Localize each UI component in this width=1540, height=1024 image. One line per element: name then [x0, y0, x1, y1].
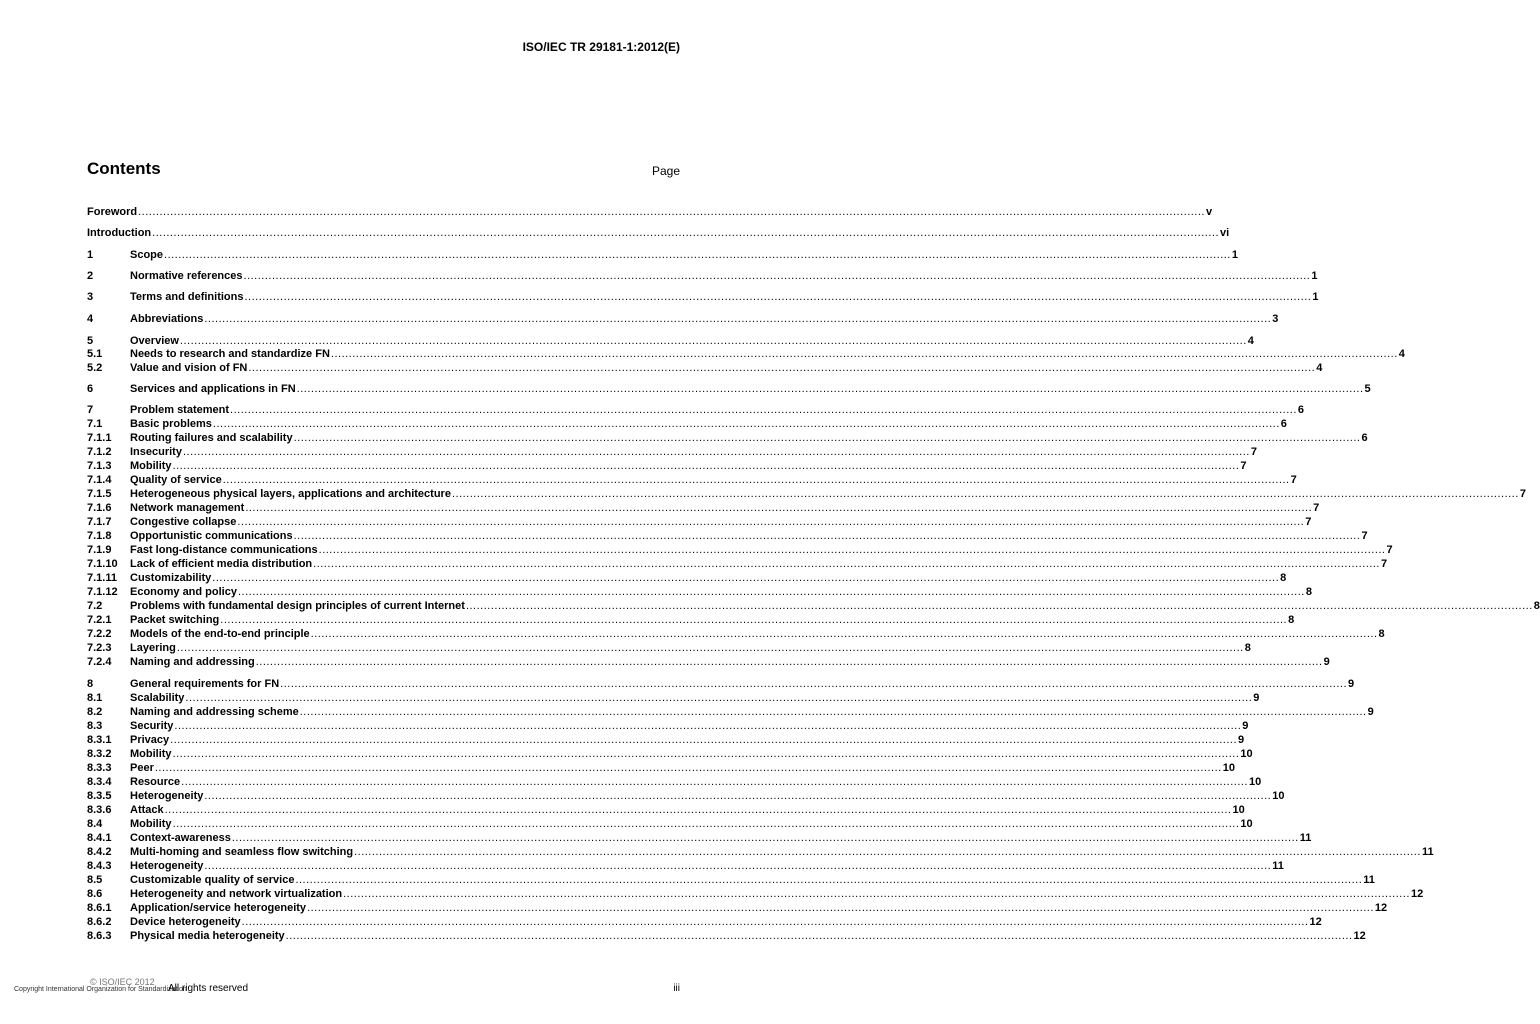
toc-entry-page: 10	[1272, 790, 1285, 802]
toc-entry-title: Naming and addressing	[130, 656, 255, 668]
toc-entry-title: Heterogeneity	[130, 860, 204, 872]
toc-entry-page: 1	[1311, 270, 1318, 282]
toc-entry-title: Introduction	[87, 227, 152, 239]
toc-entry-page: 8	[1280, 572, 1287, 584]
toc-dot-leader: ............................................................................................................................................................................................................................................................................................................	[293, 432, 1361, 444]
toc-entry[interactable]	[87, 501, 1320, 515]
toc-entry-page: 1	[1231, 249, 1238, 261]
toc-entry-page: 11	[1299, 832, 1312, 844]
toc-entry-page: 12	[1374, 902, 1388, 914]
toc-entry-page: 10	[1249, 776, 1262, 788]
toc-entry-number: 7.1.2	[87, 446, 112, 458]
toc-entry-number: 7.1.3	[87, 460, 112, 472]
toc-entry[interactable]	[87, 887, 1424, 901]
toc-dot-leader: ............................................................................................................................................................................................................................................................................................................	[170, 734, 1238, 746]
toc-dot-leader: ............................................................................................................................................................................................................................................................................................................	[293, 530, 1361, 542]
toc-entry-number: 7.1.11	[87, 572, 117, 584]
toc-entry-number: 7.1.10	[87, 558, 118, 570]
toc-dot-leader: ............................................................................................................................................................................................................................................................................................................	[343, 888, 1410, 900]
toc-entry-number: 7.1.6	[87, 502, 112, 514]
toc-entry-page: 8	[1244, 642, 1251, 654]
toc-entry-title: Device heterogeneity	[130, 916, 241, 928]
toc-dot-leader: ............................................................................................................................................................................................................................................................................................................	[164, 249, 1231, 261]
toc-entry-page: 12	[1353, 930, 1366, 942]
toc-entry[interactable]	[87, 859, 1284, 873]
toc-entry-title: Models of the end-to-end principle	[130, 628, 310, 640]
toc-entry[interactable]	[87, 873, 1375, 887]
page-title: Contents	[87, 159, 161, 178]
toc-entry-title: Customizability	[130, 572, 212, 584]
toc-entry[interactable]	[87, 655, 1330, 669]
toc-dot-leader: ............................................................................................................................................................................................................................................................................................................	[310, 628, 1378, 640]
toc-dot-leader: ............................................................................................................................................................................................................................................................................................................	[307, 902, 1374, 914]
footer-page-number: iii	[673, 983, 680, 994]
toc-entry[interactable]	[87, 312, 1279, 326]
toc-dot-leader: ............................................................................................................................................................................................................................................................................................................	[354, 846, 1421, 858]
toc-entry-page: 3	[1272, 313, 1279, 325]
toc-entry-number: 7.1	[87, 418, 103, 430]
toc-entry-page: 6	[1280, 418, 1287, 430]
toc-entry[interactable]	[87, 901, 1388, 915]
toc-entry-number: 2	[87, 270, 94, 282]
toc-entry-title: Mobility	[130, 748, 172, 760]
toc-entry-number: 1	[87, 249, 94, 261]
toc-entry-page: 12	[1410, 888, 1424, 900]
toc-entry-number: 7.2.3	[87, 642, 112, 654]
toc-entry[interactable]	[87, 789, 1285, 803]
toc-entry[interactable]	[87, 585, 1312, 599]
toc-entry-number: 8.4.2	[87, 846, 112, 858]
toc-dot-leader: ............................................................................................................................................................................................................................................................................................................	[296, 383, 1364, 395]
copyright-notice: Copyright International Organization for Standardization	[14, 986, 187, 993]
toc-entry-title: Fast long-distance communications	[130, 544, 318, 556]
toc-entry-title: Economy and policy	[130, 586, 237, 598]
toc-dot-leader: ............................................................................................................................................................................................................................................................................................................	[172, 818, 1240, 830]
toc-entry[interactable]	[87, 691, 1260, 705]
toc-entry[interactable]	[87, 205, 1213, 219]
toc-entry-page: 9	[1253, 692, 1260, 704]
toc-entry-title: Multi-homing and seamless flow switching	[130, 846, 354, 858]
toc-entry-title: Naming and addressing scheme	[130, 706, 299, 718]
toc-entry-page: 10	[1240, 818, 1253, 830]
toc-entry[interactable]	[87, 929, 1366, 943]
toc-dot-leader: ............................................................................................................................................................................................................................................................................................................	[465, 600, 1533, 612]
toc-entry[interactable]	[87, 347, 1405, 361]
toc-entry-title: Quality of service	[130, 474, 222, 486]
toc-dot-leader: ............................................................................................................................................................................................................................................................................................................	[313, 558, 1380, 570]
toc-entry[interactable]	[87, 226, 1230, 240]
toc-entry-number: 7.1.9	[87, 544, 112, 556]
toc-entry-title: Problem statement	[130, 404, 230, 416]
iso-copyright-mark: © ISO/IEC 2012	[90, 977, 155, 987]
toc-entry-number: 8.6.1	[87, 902, 112, 914]
toc-entry-page: 6	[1361, 432, 1368, 444]
toc-entry[interactable]	[87, 382, 1371, 396]
toc-entry[interactable]	[87, 599, 1540, 613]
toc-entry-number: 8.3.1	[87, 734, 112, 746]
toc-entry-title: Attack	[130, 804, 164, 816]
toc-entry-title: Basic problems	[130, 418, 212, 430]
toc-entry[interactable]	[87, 817, 1253, 831]
toc-dot-leader: ............................................................................................................................................................................................................................................................................................................	[172, 748, 1240, 760]
toc-entry-page: 9	[1348, 678, 1355, 690]
toc-dot-leader: ............................................................................................................................................................................................................................................................................................................	[182, 446, 1250, 458]
toc-entry-page: 8	[1305, 586, 1312, 598]
toc-entry-page: 5	[1364, 383, 1371, 395]
toc-entry-page: v	[1205, 206, 1213, 218]
toc-entry-title: Physical media heterogeneity	[130, 930, 285, 942]
toc-dot-leader: ............................................................................................................................................................................................................................................................................................................	[174, 720, 1242, 732]
toc-entry-page: 7	[1313, 502, 1320, 514]
toc-entry-title: Mobility	[130, 818, 172, 830]
toc-entry[interactable]	[87, 248, 1238, 262]
toc-entry-page: 4	[1398, 348, 1405, 360]
toc-dot-leader: ............................................................................................................................................................................................................................................................................................................	[230, 404, 1297, 416]
toc-entry-title: Packet switching	[130, 614, 220, 626]
toc-dot-leader: ............................................................................................................................................................................................................................................................................................................	[204, 790, 1272, 802]
toc-entry[interactable]	[87, 290, 1319, 304]
toc-entry-page: 9	[1367, 706, 1374, 718]
toc-dot-leader: ............................................................................................................................................................................................................................................................................................................	[237, 586, 1305, 598]
toc-entry-title: Services and applications in FN	[130, 383, 296, 395]
toc-entry-title: Privacy	[130, 734, 170, 746]
toc-dot-leader: ............................................................................................................................................................................................................................................................................................................	[204, 313, 1272, 325]
toc-entry-title: Peer	[130, 762, 154, 774]
toc-entry[interactable]	[87, 571, 1287, 585]
toc-entry[interactable]	[87, 487, 1526, 501]
toc-entry[interactable]	[87, 334, 1254, 348]
toc-entry-number: 8.4	[87, 818, 103, 830]
toc-dot-leader: ............................................................................................................................................................................................................................................................................................................	[299, 706, 1367, 718]
toc-entry[interactable]	[87, 775, 1262, 789]
toc-entry-page: 11	[1421, 846, 1434, 858]
toc-entry[interactable]	[87, 269, 1318, 283]
toc-entry-number: 8.5	[87, 874, 103, 886]
toc-entry-number: 8.6.3	[87, 930, 112, 942]
toc-entry-title: Insecurity	[130, 446, 182, 458]
toc-entry-number: 7.2.1	[87, 614, 112, 626]
toc-dot-leader: ............................................................................................................................................................................................................................................................................................................	[237, 516, 1305, 528]
toc-entry[interactable]	[87, 473, 1297, 487]
toc-entry[interactable]	[87, 613, 1295, 627]
toc-entry-number: 4	[87, 313, 94, 325]
toc-entry-number: 3	[87, 291, 94, 303]
toc-dot-leader: ............................................................................................................................................................................................................................................................................................................	[330, 348, 1398, 360]
toc-dot-leader: ............................................................................................................................................................................................................................................................................................................	[241, 916, 1309, 928]
toc-entry-title: Customizable quality of service	[130, 874, 295, 886]
toc-entry-title: Network management	[130, 502, 245, 514]
toc-entry-number: 7.1.5	[87, 488, 112, 500]
toc-entry-page: 10	[1222, 762, 1235, 774]
toc-entry-title: Security	[130, 720, 174, 732]
toc-dot-leader: ............................................................................................................................................................................................................................................................................................................	[181, 776, 1248, 788]
toc-entry-number: 5.2	[87, 362, 103, 374]
toc-entry-title: Application/service heterogeneity	[130, 902, 307, 914]
toc-dot-leader: ............................................................................................................................................................................................................................................................................................................	[280, 678, 1348, 690]
toc-entry-number: 8	[87, 678, 94, 690]
toc-entry[interactable]	[87, 515, 1312, 529]
toc-entry-title: Problems with fundamental design principles of current Internet	[130, 600, 465, 612]
toc-dot-leader: ............................................................................................................................................................................................................................................................................................................	[285, 930, 1353, 942]
toc-dot-leader: ............................................................................................................................................................................................................................................................................................................	[179, 335, 1247, 347]
toc-entry-number: 8.2	[87, 706, 103, 718]
toc-dot-leader: ............................................................................................................................................................................................................................................................................................................	[244, 291, 1312, 303]
toc-dot-leader: ............................................................................................................................................................................................................................................................................................................	[248, 362, 1316, 374]
toc-entry-page: 7	[1305, 516, 1312, 528]
toc-dot-leader: ............................................................................................................................................................................................................................................................................................................	[164, 804, 1232, 816]
toc-entry-title: Mobility	[130, 460, 172, 472]
toc-dot-leader: ............................................................................................................................................................................................................................................................................................................	[185, 692, 1253, 704]
toc-entry-title: Resource	[130, 776, 181, 788]
toc-entry-page: 9	[1238, 734, 1245, 746]
toc-entry-title: Normative references	[130, 270, 243, 282]
toc-entry-number: 7.1.12	[87, 586, 118, 598]
toc-dot-leader: ............................................................................................................................................................................................................................................................................................................	[243, 270, 1311, 282]
toc-entry-page: 11	[1272, 860, 1284, 872]
toc-entry[interactable]	[87, 733, 1245, 747]
toc-entry-page: vi	[1220, 227, 1230, 239]
toc-entry-page: 10	[1240, 748, 1253, 760]
toc-entry-title: Value and vision of FN	[130, 362, 248, 374]
toc-dot-leader: ............................................................................................................................................................................................................................................................................................................	[138, 206, 1205, 218]
toc-entry[interactable]	[87, 557, 1388, 571]
toc-entry-page: 7	[1519, 488, 1526, 500]
toc-entry-number: 7.2.2	[87, 628, 112, 640]
toc-entry[interactable]	[87, 641, 1251, 655]
toc-dot-leader: ............................................................................................................................................................................................................................................................................................................	[212, 418, 1280, 430]
toc-entry[interactable]	[87, 803, 1245, 817]
toc-entry[interactable]	[87, 915, 1322, 929]
toc-entry-title: Heterogeneous physical layers, applications and architecture	[130, 488, 451, 500]
toc-entry[interactable]	[87, 705, 1374, 719]
toc-entry-title: Overview	[130, 335, 179, 347]
toc-entry-page: 9	[1323, 656, 1330, 668]
toc-entry-number: 7.1.1	[87, 432, 112, 444]
toc-entry-number: 8.3.3	[87, 762, 112, 774]
toc-dot-leader: ............................................................................................................................................................................................................................................................................................................	[152, 227, 1220, 239]
toc-entry-title: Foreword	[87, 206, 138, 218]
toc-entry-page: 7	[1381, 558, 1388, 570]
toc-entry-title: Opportunistic communications	[130, 530, 293, 542]
toc-entry-title: Abbreviations	[130, 313, 204, 325]
toc-entry-title: Heterogeneity	[130, 790, 204, 802]
toc-entry-title: Terms and definitions	[130, 291, 244, 303]
toc-entry[interactable]	[87, 431, 1368, 445]
toc-dot-leader: ............................................................................................................................................................................................................................................................................................................	[255, 656, 1323, 668]
toc-entry-page: 7	[1386, 544, 1393, 556]
toc-entry-title: Lack of efficient media distribution	[130, 558, 313, 570]
toc-entry[interactable]	[87, 445, 1257, 459]
toc-entry-page: 12	[1309, 916, 1322, 928]
document-reference: ISO/IEC TR 29181-1:2012(E)	[522, 40, 680, 54]
toc-entry-title: Routing failures and scalability	[130, 432, 293, 444]
toc-entry[interactable]	[87, 831, 1312, 845]
toc-entry-title: Needs to research and standardize FN	[130, 348, 330, 360]
toc-entry-number: 8.4.3	[87, 860, 112, 872]
toc-entry-number: 7.1.4	[87, 474, 112, 486]
toc-entry-number: 8.6	[87, 888, 103, 900]
toc-entry-page: 6	[1297, 404, 1305, 416]
toc-entry-title: Congestive collapse	[130, 516, 237, 528]
toc-entry[interactable]	[87, 403, 1305, 417]
toc-dot-leader: ............................................................................................................................................................................................................................................................................................................	[172, 460, 1240, 472]
toc-entry-number: 8.3.4	[87, 776, 112, 788]
toc-entry-number: 8.3.6	[87, 804, 112, 816]
toc-entry-number: 8.6.2	[87, 916, 112, 928]
toc-entry-page: 9	[1242, 720, 1249, 732]
toc-entry-number: 8.1	[87, 692, 103, 704]
toc-entry-page: 1	[1312, 291, 1319, 303]
toc-entry-page: 8	[1533, 600, 1540, 612]
toc-entry-page: 11	[1363, 874, 1375, 886]
toc-entry-title: Heterogeneity and network virtualization	[130, 888, 343, 900]
toc-entry-number: 8.3	[87, 720, 103, 732]
toc-entry-number: 6	[87, 383, 94, 395]
toc-entry[interactable]	[87, 361, 1323, 375]
toc-entry[interactable]	[87, 845, 1434, 859]
toc-entry-number: 5	[87, 335, 94, 347]
toc-entry[interactable]	[87, 677, 1355, 691]
toc-entry-title: Context-awareness	[130, 832, 231, 844]
toc-entry-page: 8	[1288, 614, 1295, 626]
toc-entry-title: Scope	[130, 249, 164, 261]
toc-entry[interactable]	[87, 719, 1249, 733]
footer-rights: All rights reserved	[168, 983, 249, 994]
toc-entry-page: 7	[1240, 460, 1247, 472]
toc-entry-page: 8	[1378, 628, 1385, 640]
toc-dot-leader: ............................................................................................................................................................................................................................................................................................................	[295, 874, 1363, 886]
toc-entry-page: 10	[1232, 804, 1245, 816]
toc-entry-title: General requirements for FN	[130, 678, 280, 690]
toc-entry[interactable]	[87, 529, 1368, 543]
toc-dot-leader: ............................................................................................................................................................................................................................................................................................................	[318, 544, 1386, 556]
toc-dot-leader: ............................................................................................................................................................................................................................................................................................................	[222, 474, 1290, 486]
toc-dot-leader: ............................................................................................................................................................................................................................................................................................................	[231, 832, 1299, 844]
toc-entry-number: 7.1.8	[87, 530, 112, 542]
toc-entry[interactable]	[87, 417, 1287, 431]
toc-entry[interactable]	[87, 747, 1253, 761]
toc-entry-page: 7	[1250, 446, 1257, 458]
toc-dot-leader: ............................................................................................................................................................................................................................................................................................................	[451, 488, 1519, 500]
toc-entry[interactable]	[87, 627, 1385, 641]
toc-dot-leader: ............................................................................................................................................................................................................................................................................................................	[212, 572, 1280, 584]
toc-dot-leader: ............................................................................................................................................................................................................................................................................................................	[154, 762, 1222, 774]
toc-entry-page: 4	[1247, 335, 1254, 347]
toc-entry-number: 5.1	[87, 348, 103, 360]
toc-entry-page: 7	[1361, 530, 1368, 542]
toc-dot-leader: ............................................................................................................................................................................................................................................................................................................	[220, 614, 1288, 626]
toc-entry-number: 8.3.5	[87, 790, 112, 802]
toc-entry-title: Scalability	[130, 692, 185, 704]
page-column-label: Page	[651, 164, 680, 178]
toc-dot-leader: ............................................................................................................................................................................................................................................................................................................	[176, 642, 1244, 654]
toc-entry-number: 7.2.4	[87, 656, 112, 668]
toc-dot-leader: ............................................................................................................................................................................................................................................................................................................	[204, 860, 1272, 872]
toc-entry[interactable]	[87, 459, 1247, 473]
toc-entry[interactable]	[87, 761, 1235, 775]
toc-entry-page: 4	[1316, 362, 1323, 374]
toc-entry-number: 7	[87, 404, 94, 416]
toc-dot-leader: ............................................................................................................................................................................................................................................................................................................	[245, 502, 1313, 514]
toc-entry-page: 7	[1290, 474, 1297, 486]
toc-entry[interactable]	[87, 543, 1393, 557]
toc-entry-title: Layering	[130, 642, 176, 654]
toc-entry-number: 7.2	[87, 600, 103, 612]
toc-entry-number: 8.3.2	[87, 748, 112, 760]
toc-entry-number: 8.4.1	[87, 832, 112, 844]
toc-entry-number: 7.1.7	[87, 516, 112, 528]
